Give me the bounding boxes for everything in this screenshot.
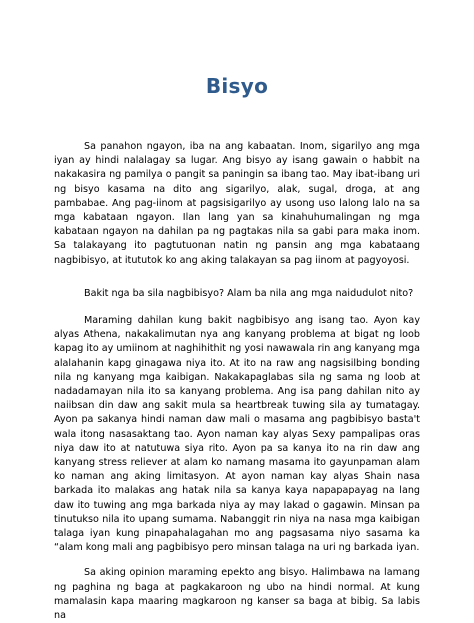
paragraph-reasons: Maraming dahilan kung bakit nagbibisyo ang isang tao. Ayon kay alyas Athena, nakakalimutan nya ang kanyang problema at bigat ng loob kapag ito ay umiinom at naghihithit ng yosi nawawala rin ang kanyang mga alalahanin kapg ginagawa niya ito. At ito na raw ang nagsisilbing bonding nila ng kanyang mga kaibigan. Nakakapaglabas sila ng sama ng loob at nadadamayan nila ito sa kanyang problema. Ang isa pang dahilan nito ay naiibsan din daw ang sakit mula sa heartbreak tuwing sila ay tumatagay. Ayon pa sakanya hindi naman daw mali o masama ang pagbibisyo basta't wala itong nasasaktang tao. Ayon naman kay alyas Sexy pampalipas oras niya daw ito at natutuwa siya rito. Ayon pa sa kanya ito na rin daw ang kanyang stress reliever at alam ko namang masama ito gayunpaman alam ko naman ang aking limitasyon. At ayon naman kay alyas Shain nasa barkada ito malakas ang hatak nila sa kanya kaya napapapayag na lang daw ito tuwing ang mga barkada niya ay may lakad o gagawin. Minsan pa tinutukso nila ito upang sumama. Nabanggit rin niya na nasa mga kaibigan talaga iyan kung pinapahalagahan mo ang pagsasama niyo sasama ka “alam kong mali ang pagbibisyo pero minsan talaga na uri ng barkada iyan. [54, 315, 420, 554]
paragraph-intro: Sa panahon ngayon, iba na ang kabaatan. Inom, sigarilyo ang mga iyan ay hindi nalalagay sa lugar. Ang bisyo ay isang gawain o habbit na nakakasira ng pamilya o pangit sa paningin sa ibang tao. May ibat-ibang uri ng bisyo kasama na dito ang sigarilyo, alak, sugal, droga, at ang pambabae. Ang pag-iinom at pagsisigarilyo ay usong uso lalong lalo na sa mga kabataan ngayon. Ilan lang yan sa kinahuhumalingan ng mga kabataan ngayon na dahilan pa ng pagtakas nila sa gabi para maka inom. Sa talakayang ito pagtutuonan natin ng pansin ang mga kabataang nagbibisyo, at itututok ko ang aking talakayan sa pag iinom at pagyoyosi. [54, 141, 420, 266]
paragraph-opinion: Sa aking opinion maraming epekto ang bisyo. Halimbawa na lamang ng paghina ng baga at pagkakaroon ng ubo na hindi normal. At kung mamalasin kapa maaring magkaroon ng kanser sa baga at bibig. Sa labis na [54, 567, 420, 622]
document-title: Bisyo [205, 74, 269, 98]
paragraph-question: Bakit nga ba sila nagbibisyo? Alam ba nila ang mga naidudulot nito? [84, 287, 414, 299]
document-body [54, 140, 420, 623]
